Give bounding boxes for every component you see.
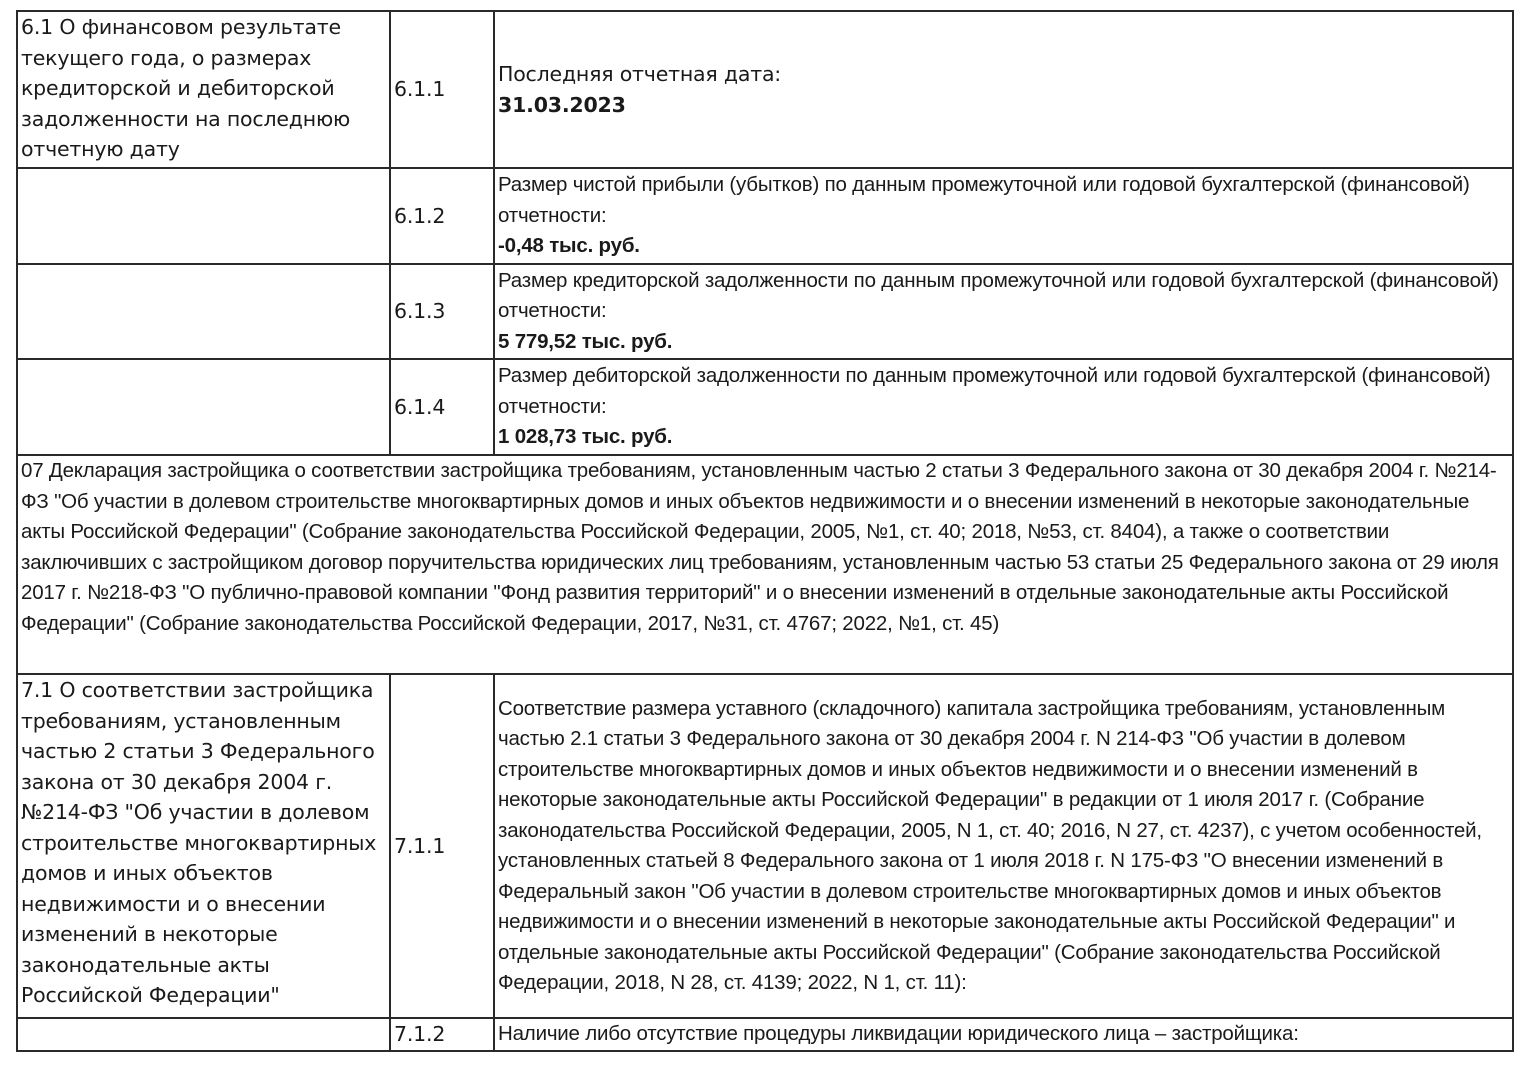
table-row-6-1-3 — [17, 264, 1513, 359]
section-07-row — [17, 455, 1513, 674]
table-row-6-1-2 — [17, 168, 1513, 264]
section-label-6-1: 6.1 О финансовом результате текущего года, о размерах кредиторской и дебиторской задолженности на последнюю отчетную дату — [17, 11, 390, 168]
section-label-7-1: 7.1 О соответствии застройщика требованиям, установленным частью 2 статьи 3 Федерального закона от 30 декабря 2004 г. №214-ФЗ "Об участии в долевом строительстве многоквартирных домов и иных объектов недвижимости и о внесении изменений в некоторые законодательные акты Российской Федерации" — [17, 674, 390, 1018]
row-code: 7.1.2 — [390, 1018, 494, 1051]
declaration-table — [16, 10, 1514, 1052]
row-code: 6.1.1 — [390, 11, 494, 168]
row-content — [494, 264, 1513, 359]
row-code: 6.1.4 — [390, 359, 494, 455]
section-label-empty — [17, 264, 390, 359]
section-label-empty — [17, 359, 390, 455]
section-07-heading: 07 Декларация застройщика о соответствии застройщика требованиям, установленным частью 2 статьи 3 Федерального закона от 30 декабря 2004 г. №214-ФЗ "Об участии в долевом строительстве многоквартирных домов и иных объектов недвижимости и о внесении изменений в некоторые законодательные акты Российской Федерации" (Собрание законодательства Российской Федерации, 2005, №1, ст. 40; 2018, №53, ст. 8404), а также о соответствии заключивших с застройщиком договор поручительства юридических лиц требованиям, установленным частью 53 статьи 25 Федерального закона от 29 июля 2017 г. №218-ФЗ "О публично-правовой компании "Фонд развития территорий" и о внесении изменений в отдельные законодательные акты Российской Федерации" (Собрание законодательства Российской Федерации, 2017, №31, ст. 4767; 2022, №1, ст. 45) — [17, 455, 1513, 674]
section-label-empty — [17, 168, 390, 264]
row-content — [494, 11, 1513, 168]
table-row-7-1-2 — [17, 1018, 1513, 1051]
row-code: 7.1.1 — [390, 674, 494, 1018]
net-profit-value: -0,48 тыс. руб. — [498, 234, 640, 258]
row-description: Размер дебиторской задолженности по данным промежуточной или годовой бухгалтерской (финансовой) отчетности: — [498, 364, 1491, 418]
row-description: Размер чистой прибыли (убытков) по данным промежуточной или годовой бухгалтерской (финансовой) отчетности: — [498, 173, 1470, 227]
row-description: Соответствие размера уставного (складочного) капитала застройщика требованиям, установленным частью 2.1 статьи 3 Федерального закона от 30 декабря 2004 г. N 214-ФЗ "Об участии в долевом строительстве многоквартирных домов и иных объектов недвижимости и о внесении изменений в некоторые законодательные акты Российской Федерации" в редакции от 1 июля 2017 г. (Собрание законодательства Российской Федерации, 2005, N 1, ст. 40; 2016, N 27, ст. 4237), с учетом особенностей, установленных статьей 8 Федерального закона от 1 июля 2018 г. N 175-ФЗ "О внесении изменений в Федеральный закон "Об участии в долевом строительстве многоквартирных домов и иных объектов недвижимости и о внесении изменений в некоторые законодательные акты Российской Федерации" и отдельные законодательные акты Российской Федерации" (Собрание законодательства Российской Федерации, 2018, N 28, ст. 4139; 2022, N 1, ст. 11): — [494, 674, 1513, 1018]
row-description: Наличие либо отсутствие процедуры ликвидации юридического лица – застройщика: — [494, 1018, 1513, 1051]
table-row-6-1-4 — [17, 359, 1513, 455]
payables-value: 5 779,52 тыс. руб. — [498, 329, 673, 353]
row-content — [494, 168, 1513, 264]
row-description: Размер кредиторской задолженности по данным промежуточной или годовой бухгалтерской (финансовой) отчетности: — [498, 268, 1499, 323]
table-row-7-1-1 — [17, 674, 1513, 1018]
row-code: 6.1.2 — [390, 168, 494, 264]
row-content — [494, 359, 1513, 455]
section-label-empty — [17, 1018, 390, 1051]
row-code: 6.1.3 — [390, 264, 494, 359]
row-description: Последняя отчетная дата: — [498, 62, 782, 86]
receivables-value: 1 028,73 тыс. руб. — [498, 425, 673, 449]
table-row-6-1-1 — [17, 11, 1513, 168]
reporting-date-value: 31.03.2023 — [498, 92, 626, 117]
